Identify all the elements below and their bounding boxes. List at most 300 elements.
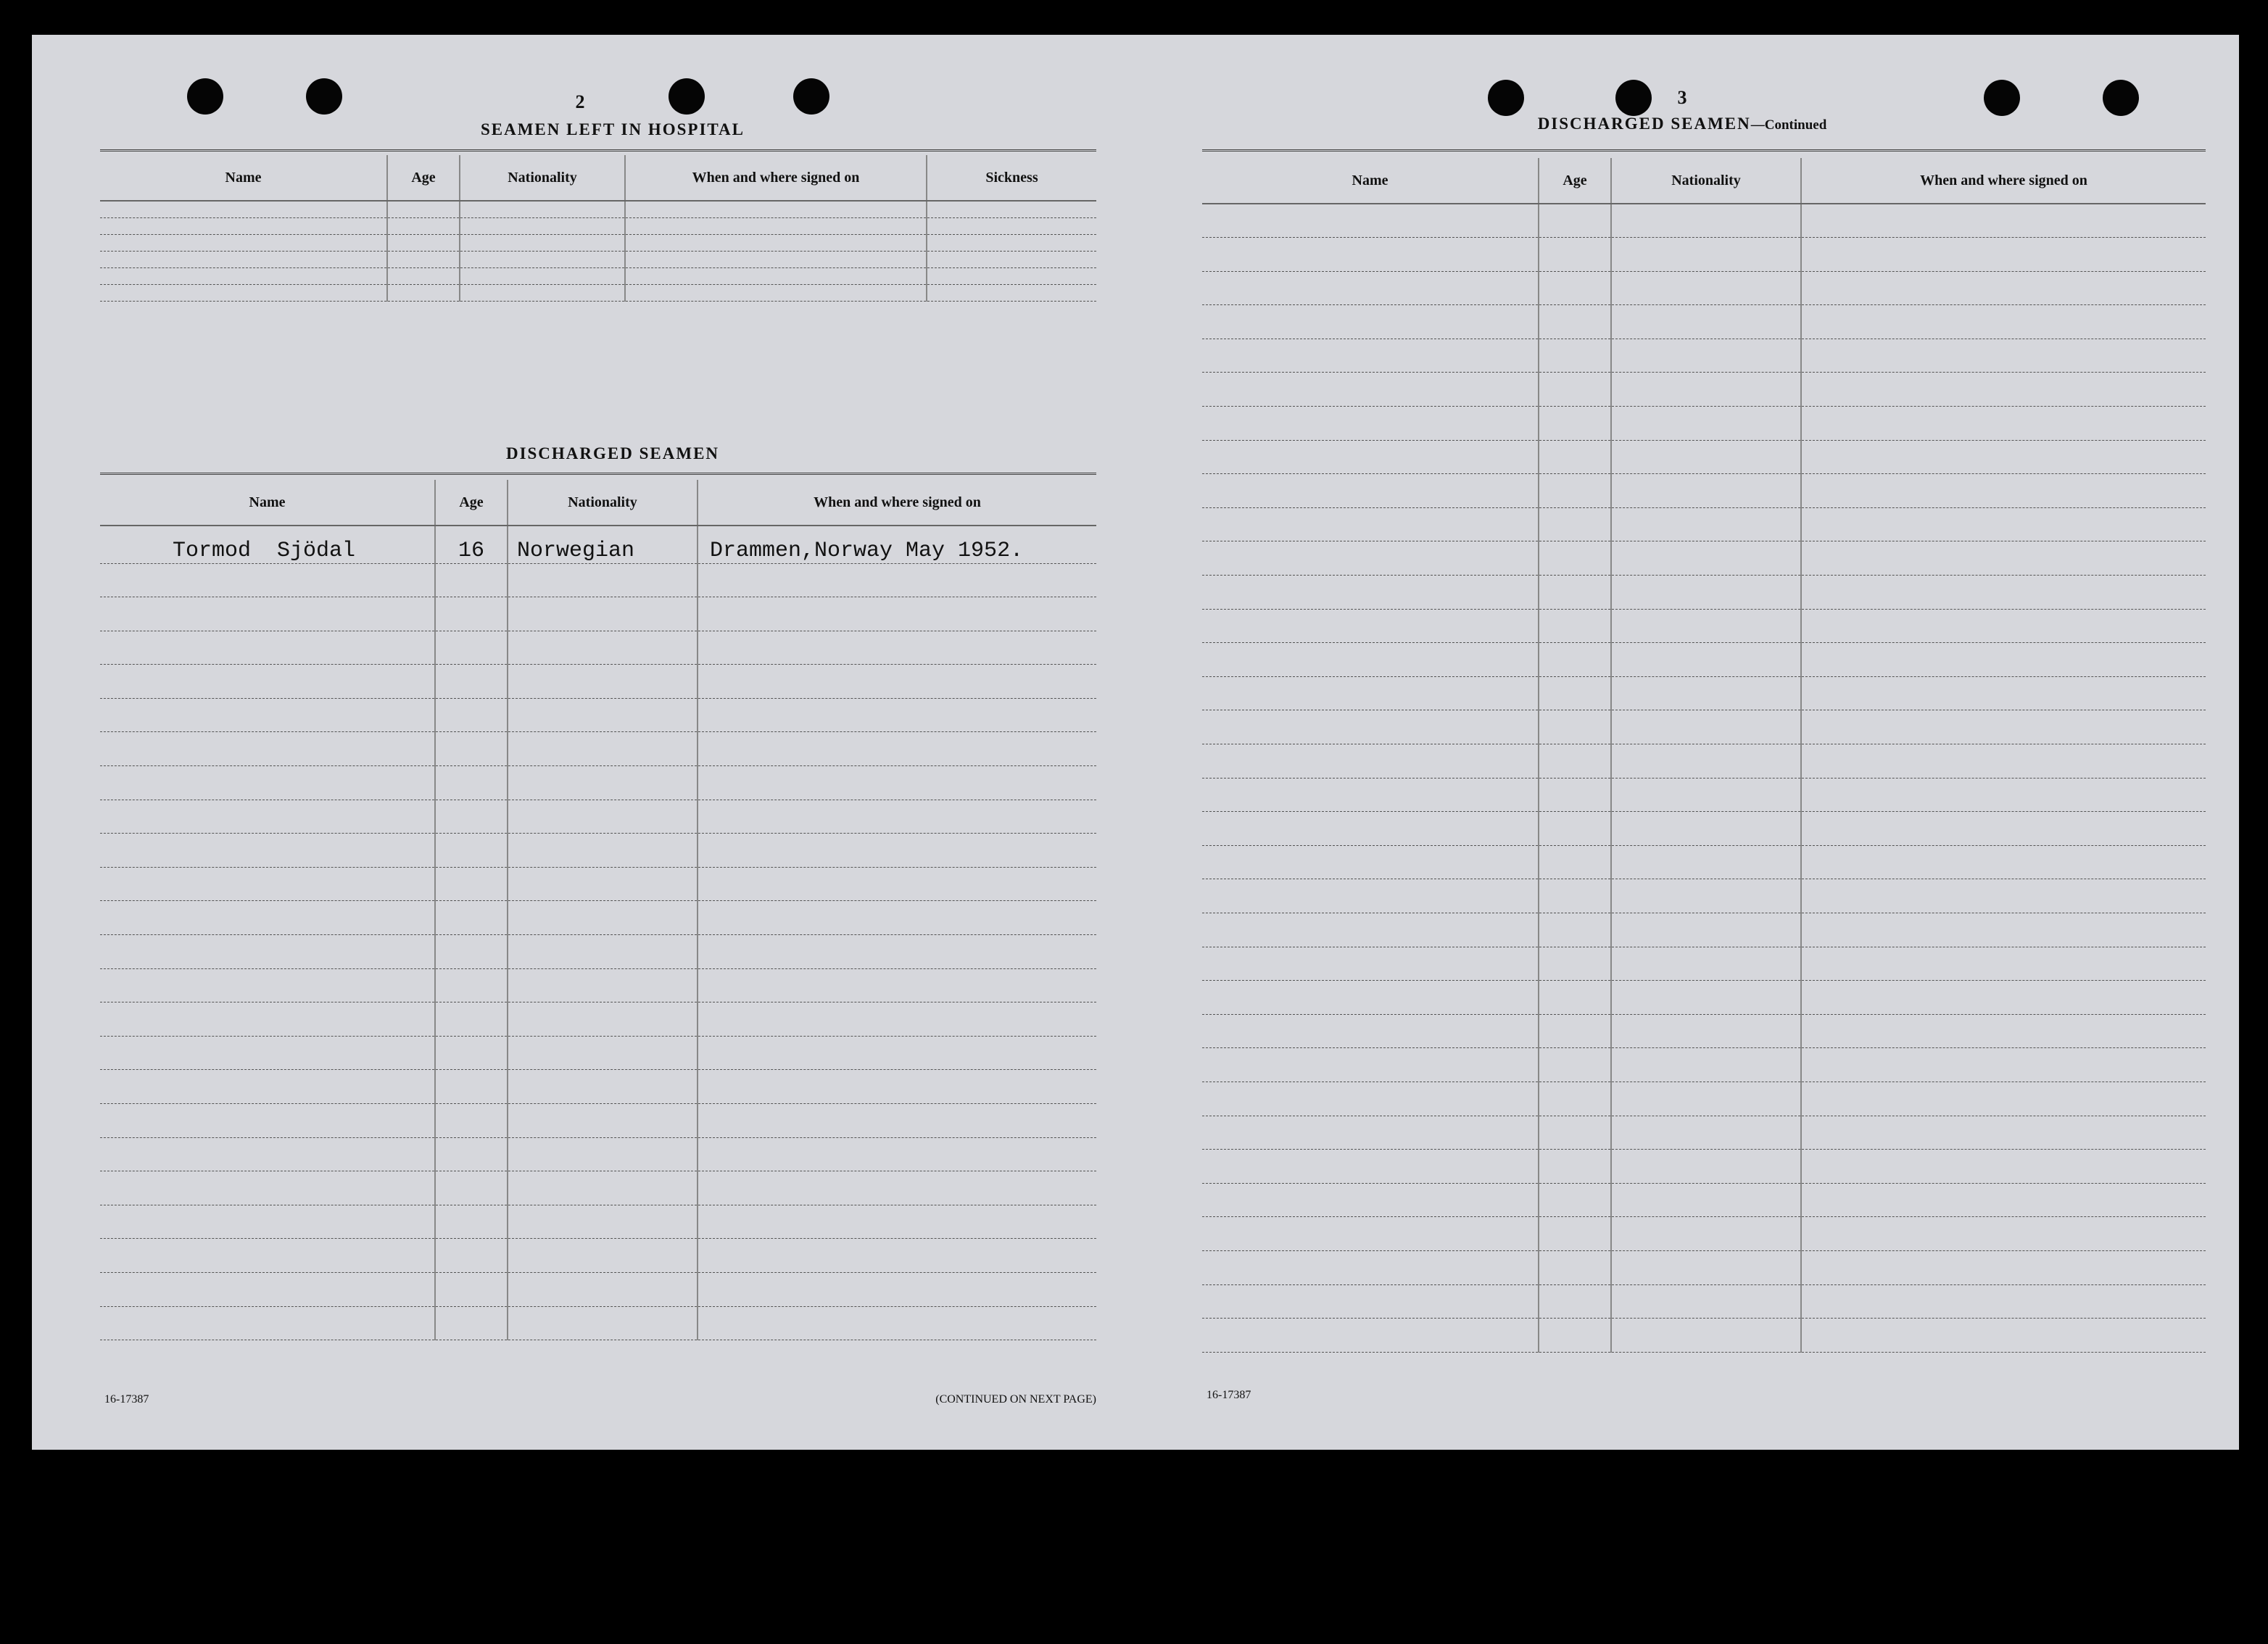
blank-cell <box>435 867 508 901</box>
blank-cell <box>1801 339 2206 373</box>
blank-cell <box>1801 879 2206 913</box>
right-col-age: Age <box>1539 158 1611 204</box>
seaman-name: Tormod Sjödal <box>100 526 435 563</box>
blank-cell <box>1202 676 1539 710</box>
blank-cell <box>1801 845 2206 879</box>
blank-cell <box>435 1002 508 1037</box>
blank-cell <box>460 267 625 284</box>
table-row <box>100 563 1096 597</box>
table-row <box>100 631 1096 665</box>
blank-cell <box>460 217 625 234</box>
blank-cell <box>1611 1183 1801 1217</box>
blank-cell <box>1539 1250 1611 1284</box>
blank-cell <box>1611 947 1801 981</box>
blank-cell <box>1202 373 1539 407</box>
table-row <box>100 1171 1096 1205</box>
blank-cell <box>1202 541 1539 576</box>
table-row <box>1202 204 2206 238</box>
table-row <box>100 698 1096 732</box>
blank-cell <box>927 201 1096 217</box>
blank-cell <box>1611 1116 1801 1150</box>
punch-hole <box>1984 80 2020 116</box>
blank-cell <box>1801 576 2206 610</box>
blank-cell <box>1801 1217 2206 1251</box>
blank-cell <box>927 284 1096 301</box>
table-row <box>100 935 1096 969</box>
table-row <box>1202 744 2206 779</box>
blank-cell <box>1611 812 1801 846</box>
hospital-title: SEAMEN LEFT IN HOSPITAL <box>480 120 745 138</box>
blank-cell <box>698 1205 1096 1239</box>
blank-cell <box>100 563 435 597</box>
blank-cell <box>435 766 508 800</box>
blank-cell <box>625 251 927 267</box>
table-row <box>1202 541 2206 576</box>
table-row <box>1202 643 2206 677</box>
blank-cell <box>1539 710 1611 744</box>
blank-cell <box>1801 812 2206 846</box>
blank-cell <box>100 968 435 1002</box>
blank-cell <box>1611 238 1801 272</box>
blank-cell <box>435 1036 508 1070</box>
discharged-continued-title-main: DISCHARGED SEAMEN <box>1537 115 1751 133</box>
blank-cell <box>1202 812 1539 846</box>
blank-cell <box>1611 676 1801 710</box>
blank-cell <box>927 234 1096 251</box>
blank-cell <box>508 935 698 969</box>
blank-cell <box>1202 1150 1539 1184</box>
blank-cell <box>435 1272 508 1306</box>
table-row <box>100 201 1096 217</box>
blank-cell <box>625 267 927 284</box>
blank-cell <box>1539 845 1611 879</box>
table-row <box>100 732 1096 766</box>
blank-cell <box>1611 778 1801 812</box>
blank-cell <box>100 284 387 301</box>
blank-cell <box>698 834 1096 868</box>
blank-cell <box>698 800 1096 834</box>
table-row <box>1202 474 2206 508</box>
blank-cell <box>1202 710 1539 744</box>
blank-cell <box>508 1070 698 1104</box>
blank-cell <box>387 201 460 217</box>
punch-hole <box>2103 80 2139 116</box>
blank-cell <box>1202 947 1539 981</box>
blank-cell <box>435 1171 508 1205</box>
blank-cell <box>1539 507 1611 541</box>
discharged-col-name: Name <box>100 480 435 526</box>
right-form-number: 16-17387 <box>1207 1389 1251 1401</box>
blank-cell <box>1539 1116 1611 1150</box>
hospital-col-signed-on: When and where signed on <box>625 155 927 201</box>
discharged-continued-title <box>1515 115 1849 133</box>
blank-cell <box>1539 1048 1611 1082</box>
hospital-col-nationality: Nationality <box>460 155 625 201</box>
blank-cell <box>100 834 435 868</box>
blank-cell <box>698 631 1096 665</box>
table-row <box>1202 710 2206 744</box>
blank-cell <box>1611 507 1801 541</box>
blank-cell <box>435 597 508 631</box>
blank-cell <box>1202 1319 1539 1353</box>
blank-cell <box>1611 981 1801 1015</box>
blank-cell <box>698 597 1096 631</box>
blank-cell <box>100 1272 435 1306</box>
table-row <box>100 1306 1096 1340</box>
table-row <box>1202 576 2206 610</box>
blank-cell <box>1801 238 2206 272</box>
punch-hole <box>793 78 829 115</box>
table-row <box>100 901 1096 935</box>
blank-cell <box>100 732 435 766</box>
table-row <box>1202 778 2206 812</box>
blank-cell <box>508 665 698 699</box>
discharged-col-nationality: Nationality <box>508 480 698 526</box>
table-row <box>100 867 1096 901</box>
punch-hole <box>306 78 342 115</box>
right-col-nationality: Nationality <box>1611 158 1801 204</box>
blank-cell <box>1202 913 1539 947</box>
blank-cell <box>1539 1082 1611 1116</box>
blank-cell <box>1539 474 1611 508</box>
table-row <box>1202 440 2206 474</box>
blank-cell <box>1539 913 1611 947</box>
blank-cell <box>1801 1014 2206 1048</box>
hospital-top-rule <box>100 149 1096 151</box>
blank-cell <box>100 800 435 834</box>
table-row <box>1202 339 2206 373</box>
blank-cell <box>1202 981 1539 1015</box>
blank-cell <box>1801 1048 2206 1082</box>
blank-cell <box>100 698 435 732</box>
blank-cell <box>100 1306 435 1340</box>
table-row <box>100 597 1096 631</box>
blank-cell <box>625 234 927 251</box>
blank-cell <box>1801 1082 2206 1116</box>
blank-cell <box>100 1205 435 1239</box>
table-row <box>100 1239 1096 1273</box>
blank-cell <box>625 284 927 301</box>
blank-cell <box>698 665 1096 699</box>
right-col-name: Name <box>1202 158 1539 204</box>
blank-cell <box>1202 1048 1539 1082</box>
table-row <box>1202 1116 2206 1150</box>
blank-cell <box>508 1104 698 1138</box>
discharged-table <box>100 480 1096 1340</box>
blank-cell <box>1539 812 1611 846</box>
discharged-continued-table <box>1202 158 2206 1353</box>
continued-note: (CONTINUED ON NEXT PAGE) <box>935 1393 1096 1406</box>
blank-cell <box>387 234 460 251</box>
blank-cell <box>1539 1284 1611 1319</box>
blank-cell <box>1611 541 1801 576</box>
blank-cell <box>1801 373 2206 407</box>
table-row <box>100 1036 1096 1070</box>
blank-cell <box>435 1306 508 1340</box>
blank-cell <box>508 867 698 901</box>
table-row <box>100 1205 1096 1239</box>
blank-cell <box>1539 744 1611 779</box>
blank-cell <box>1202 474 1539 508</box>
blank-cell <box>698 1070 1096 1104</box>
blank-cell <box>927 267 1096 284</box>
blank-cell <box>1611 339 1801 373</box>
blank-cell <box>100 1239 435 1273</box>
blank-cell <box>1801 676 2206 710</box>
table-row <box>1202 271 2206 305</box>
blank-cell <box>1801 744 2206 779</box>
table-row <box>100 526 1096 563</box>
blank-cell <box>1539 541 1611 576</box>
blank-cell <box>508 1137 698 1171</box>
table-row <box>100 1272 1096 1306</box>
table-row <box>1202 1014 2206 1048</box>
table-row <box>100 1104 1096 1138</box>
seaman-nationality: Norwegian <box>508 526 698 563</box>
blank-cell <box>1611 474 1801 508</box>
blank-cell <box>1202 778 1539 812</box>
blank-cell <box>698 766 1096 800</box>
blank-cell <box>100 867 435 901</box>
punch-hole <box>187 78 223 115</box>
blank-cell <box>1801 643 2206 677</box>
right-top-rule <box>1202 149 2206 151</box>
blank-cell <box>698 1002 1096 1037</box>
blank-cell <box>435 732 508 766</box>
blank-cell <box>1202 507 1539 541</box>
blank-cell <box>508 631 698 665</box>
table-row <box>1202 812 2206 846</box>
blank-cell <box>698 867 1096 901</box>
blank-cell <box>1611 710 1801 744</box>
blank-cell <box>1539 271 1611 305</box>
table-row <box>1202 947 2206 981</box>
blank-cell <box>1611 1082 1801 1116</box>
continued-suffix: —Continued <box>1750 117 1827 133</box>
blank-cell <box>1801 710 2206 744</box>
blank-cell <box>435 800 508 834</box>
blank-cell <box>100 1137 435 1171</box>
blank-cell <box>1202 1082 1539 1116</box>
blank-cell <box>435 1104 508 1138</box>
blank-cell <box>100 1002 435 1037</box>
seaman-age: 16 <box>435 526 508 563</box>
blank-cell <box>387 267 460 284</box>
blank-cell <box>1611 1319 1801 1353</box>
blank-cell <box>508 1306 698 1340</box>
table-row <box>1202 1319 2206 1353</box>
blank-cell <box>1539 609 1611 643</box>
hospital-col-sickness: Sickness <box>927 155 1096 201</box>
blank-cell <box>1202 204 1539 238</box>
blank-cell <box>387 251 460 267</box>
blank-cell <box>435 631 508 665</box>
blank-cell <box>1801 271 2206 305</box>
blank-cell <box>100 217 387 234</box>
hospital-table <box>100 155 1096 302</box>
blank-cell <box>1801 1319 2206 1353</box>
blank-cell <box>1801 407 2206 441</box>
punch-hole <box>1488 80 1524 116</box>
blank-cell <box>1202 576 1539 610</box>
blank-cell <box>100 201 387 217</box>
blank-cell <box>698 1239 1096 1273</box>
blank-cell <box>1611 373 1801 407</box>
blank-cell <box>1202 1116 1539 1150</box>
blank-cell <box>508 800 698 834</box>
blank-cell <box>1539 778 1611 812</box>
blank-cell <box>1539 305 1611 339</box>
blank-cell <box>1611 440 1801 474</box>
blank-cell <box>1539 1150 1611 1184</box>
blank-cell <box>927 251 1096 267</box>
blank-cell <box>1539 204 1611 238</box>
blank-cell <box>698 901 1096 935</box>
blank-cell <box>1202 1014 1539 1048</box>
table-row <box>100 968 1096 1002</box>
blank-cell <box>1801 1250 2206 1284</box>
blank-cell <box>1202 238 1539 272</box>
blank-cell <box>508 698 698 732</box>
blank-cell <box>1801 981 2206 1015</box>
table-row <box>100 1002 1096 1037</box>
blank-cell <box>100 597 435 631</box>
table-row <box>1202 879 2206 913</box>
blank-cell <box>435 665 508 699</box>
blank-cell <box>100 1104 435 1138</box>
blank-cell <box>698 1137 1096 1171</box>
discharged-col-age: Age <box>435 480 508 526</box>
blank-cell <box>1202 339 1539 373</box>
blank-cell <box>508 1239 698 1273</box>
blank-cell <box>1801 440 2206 474</box>
blank-cell <box>1611 609 1801 643</box>
blank-cell <box>1801 1284 2206 1319</box>
blank-cell <box>698 732 1096 766</box>
blank-cell <box>1539 238 1611 272</box>
blank-cell <box>100 665 435 699</box>
blank-cell <box>1539 576 1611 610</box>
blank-cell <box>100 1171 435 1205</box>
blank-cell <box>1539 373 1611 407</box>
blank-cell <box>698 698 1096 732</box>
blank-cell <box>1611 1284 1801 1319</box>
table-row <box>1202 609 2206 643</box>
blank-cell <box>508 968 698 1002</box>
blank-cell <box>1202 879 1539 913</box>
table-row <box>1202 1150 2206 1184</box>
blank-cell <box>1202 271 1539 305</box>
table-row <box>1202 676 2206 710</box>
table-row <box>1202 373 2206 407</box>
blank-cell <box>1202 845 1539 879</box>
blank-cell <box>1611 845 1801 879</box>
punch-hole <box>669 78 705 115</box>
table-row <box>100 800 1096 834</box>
table-row <box>1202 1217 2206 1251</box>
blank-cell <box>1539 1217 1611 1251</box>
blank-cell <box>387 217 460 234</box>
table-row <box>100 251 1096 267</box>
table-row <box>1202 913 2206 947</box>
blank-cell <box>1611 1048 1801 1082</box>
right-page-number: 3 <box>1677 87 1687 108</box>
blank-cell <box>698 1171 1096 1205</box>
blank-cell <box>508 1171 698 1205</box>
blank-cell <box>460 234 625 251</box>
blank-cell <box>460 251 625 267</box>
blank-cell <box>508 732 698 766</box>
table-row <box>1202 1048 2206 1082</box>
blank-cell <box>1611 204 1801 238</box>
blank-cell <box>435 834 508 868</box>
blank-cell <box>1801 947 2206 981</box>
blank-cell <box>1611 576 1801 610</box>
blank-cell <box>508 563 698 597</box>
blank-cell <box>1801 1116 2206 1150</box>
blank-cell <box>1539 879 1611 913</box>
blank-cell <box>698 1306 1096 1340</box>
blank-cell <box>508 901 698 935</box>
blank-cell <box>1801 1183 2206 1217</box>
blank-cell <box>1611 407 1801 441</box>
blank-cell <box>625 217 927 234</box>
blank-cell <box>460 201 625 217</box>
table-row <box>1202 1250 2206 1284</box>
form-sheet <box>32 35 2239 1450</box>
blank-cell <box>1801 305 2206 339</box>
blank-cell <box>100 631 435 665</box>
blank-cell <box>435 935 508 969</box>
table-row <box>1202 305 2206 339</box>
blank-cell <box>1801 1150 2206 1184</box>
blank-cell <box>100 1070 435 1104</box>
blank-cell <box>435 901 508 935</box>
blank-cell <box>1539 643 1611 677</box>
blank-cell <box>1801 541 2206 576</box>
table-row <box>100 267 1096 284</box>
blank-cell <box>1202 744 1539 779</box>
blank-cell <box>1611 879 1801 913</box>
blank-cell <box>435 1205 508 1239</box>
blank-cell <box>1539 339 1611 373</box>
blank-cell <box>100 234 387 251</box>
blank-cell <box>1611 1217 1801 1251</box>
blank-cell <box>435 563 508 597</box>
blank-cell <box>460 284 625 301</box>
blank-cell <box>1202 609 1539 643</box>
blank-cell <box>1801 204 2206 238</box>
table-row <box>100 1070 1096 1104</box>
blank-cell <box>100 251 387 267</box>
blank-cell <box>1801 609 2206 643</box>
blank-cell <box>435 1137 508 1171</box>
blank-cell <box>1202 407 1539 441</box>
blank-cell <box>1202 643 1539 677</box>
blank-cell <box>698 563 1096 597</box>
blank-cell <box>1801 474 2206 508</box>
blank-cell <box>1539 1183 1611 1217</box>
blank-cell <box>698 1104 1096 1138</box>
blank-cell <box>698 1272 1096 1306</box>
table-row <box>100 1137 1096 1171</box>
table-row <box>100 766 1096 800</box>
blank-cell <box>508 1002 698 1037</box>
blank-cell <box>1611 1014 1801 1048</box>
blank-cell <box>100 901 435 935</box>
table-row <box>100 834 1096 868</box>
blank-cell <box>1539 407 1611 441</box>
